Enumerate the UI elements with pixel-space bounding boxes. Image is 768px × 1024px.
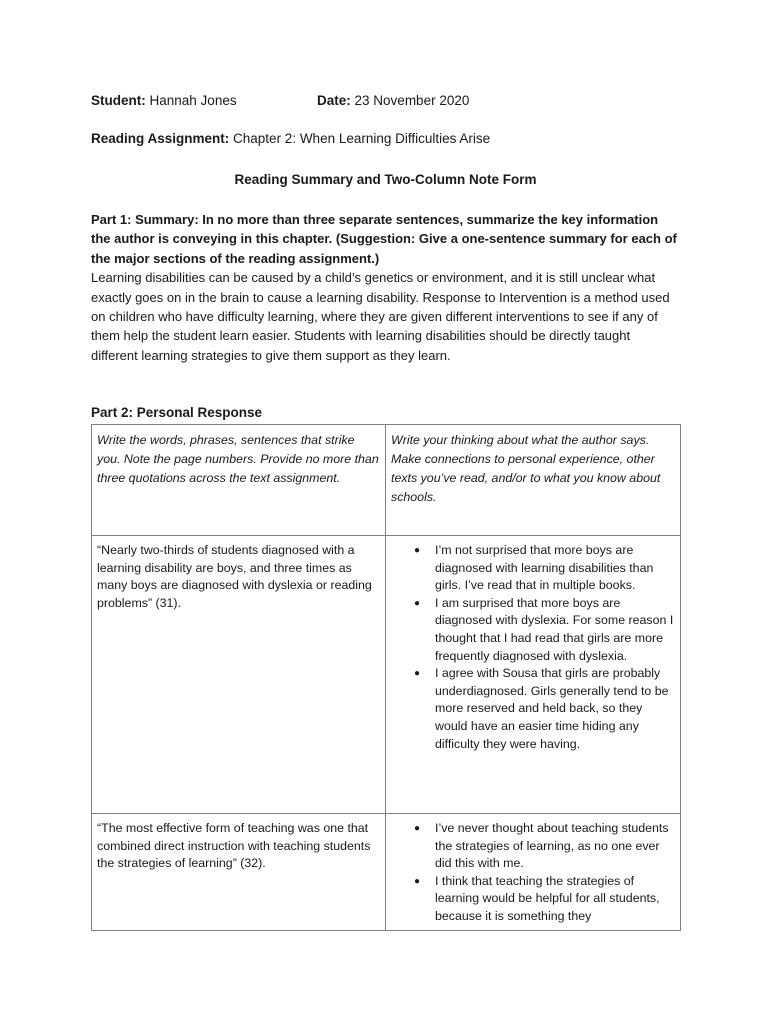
- reading-assignment-line: [91, 131, 490, 146]
- date-field: [317, 93, 469, 108]
- response-list: [391, 820, 674, 926]
- date-value: 23 November 2020: [354, 93, 470, 108]
- two-column-note-table: [91, 424, 681, 931]
- header-cell-quotes: [92, 425, 386, 536]
- response-cell: [386, 536, 681, 814]
- response-item: ● I’ve never thought about teaching students the strategies of learning, as no one ever did this with me.: [435, 820, 674, 873]
- response-item: ● I am surprised that more boys are diagnosed with dyslexia. For some reason I thought that I had read that girls are more frequently diagnosed with dyslexia.: [435, 595, 674, 665]
- header-cell-thinking: [386, 425, 681, 536]
- right-column-instructions: Write your thinking about what the author says. Make connections to personal experience, other texts you’ve read, and/or to what you know about schools.: [391, 433, 661, 504]
- table-header-row: [92, 425, 681, 536]
- response-item: ● I think that teaching the strategies of learning would be helpful for all students, because it is something they: [435, 873, 674, 926]
- student-name: Hannah Jones: [149, 93, 237, 108]
- quote-text: “The most effective form of teaching was one that combined direct instruction with teaching students the strategies of learning” (32).: [97, 821, 371, 870]
- assignment-value: Chapter 2: When Learning Difficulties Arise: [233, 131, 491, 146]
- student-date-line: [91, 93, 470, 108]
- student-label: Student:: [91, 93, 146, 108]
- document-title: Reading Summary and Two-Column Note Form: [234, 172, 537, 187]
- table-row: [92, 536, 681, 814]
- date-label: Date:: [317, 93, 351, 108]
- response-list: [391, 542, 674, 753]
- part1-section: [91, 210, 680, 365]
- quote-cell: [92, 536, 386, 814]
- part2-heading: Part 2: Personal Response: [91, 405, 263, 420]
- response-item: ● I’m not surprised that more boys are diagnosed with learning disabilities than girls. I’ve read that in multiple books.: [435, 542, 674, 595]
- part1-heading: Part 1: Summary: In no more than three separate sentences, summarize the key information the author is conveying in this chapter. (Suggestion: Give a one-sentence summary for each of the major sections of the reading assignment.): [91, 212, 677, 266]
- part1-summary: Learning disabilities can be caused by a child’s genetics or environment, and it is still unclear what exactly goes on in the brain to cause a learning disability. Response to Intervention is a method used on children who have difficulty learning, where they are given different interventions to see if any of them help the student learn easier. Students with learning disabilities should be directly taught different learning strategies to give them support as they learn.: [91, 270, 670, 363]
- quote-text: “Nearly two-thirds of students diagnosed with a learning disability are boys, and three times as many boys are diagnosed with dyslexia or reading problems” (31).: [97, 543, 372, 610]
- response-item: ● I agree with Sousa that girls are probably underdiagnosed. Girls generally tend to be more reserved and held back, so they would have an easier time hiding any difficulty they were having.: [435, 665, 674, 753]
- left-column-instructions: Write the words, phrases, sentences that strike you. Note the page numbers. Provide no more than three quotations across the text assignment.: [97, 433, 379, 485]
- table-row: [92, 814, 681, 931]
- assignment-label: Reading Assignment:: [91, 131, 230, 146]
- response-cell: [386, 814, 681, 931]
- quote-cell: [92, 814, 386, 931]
